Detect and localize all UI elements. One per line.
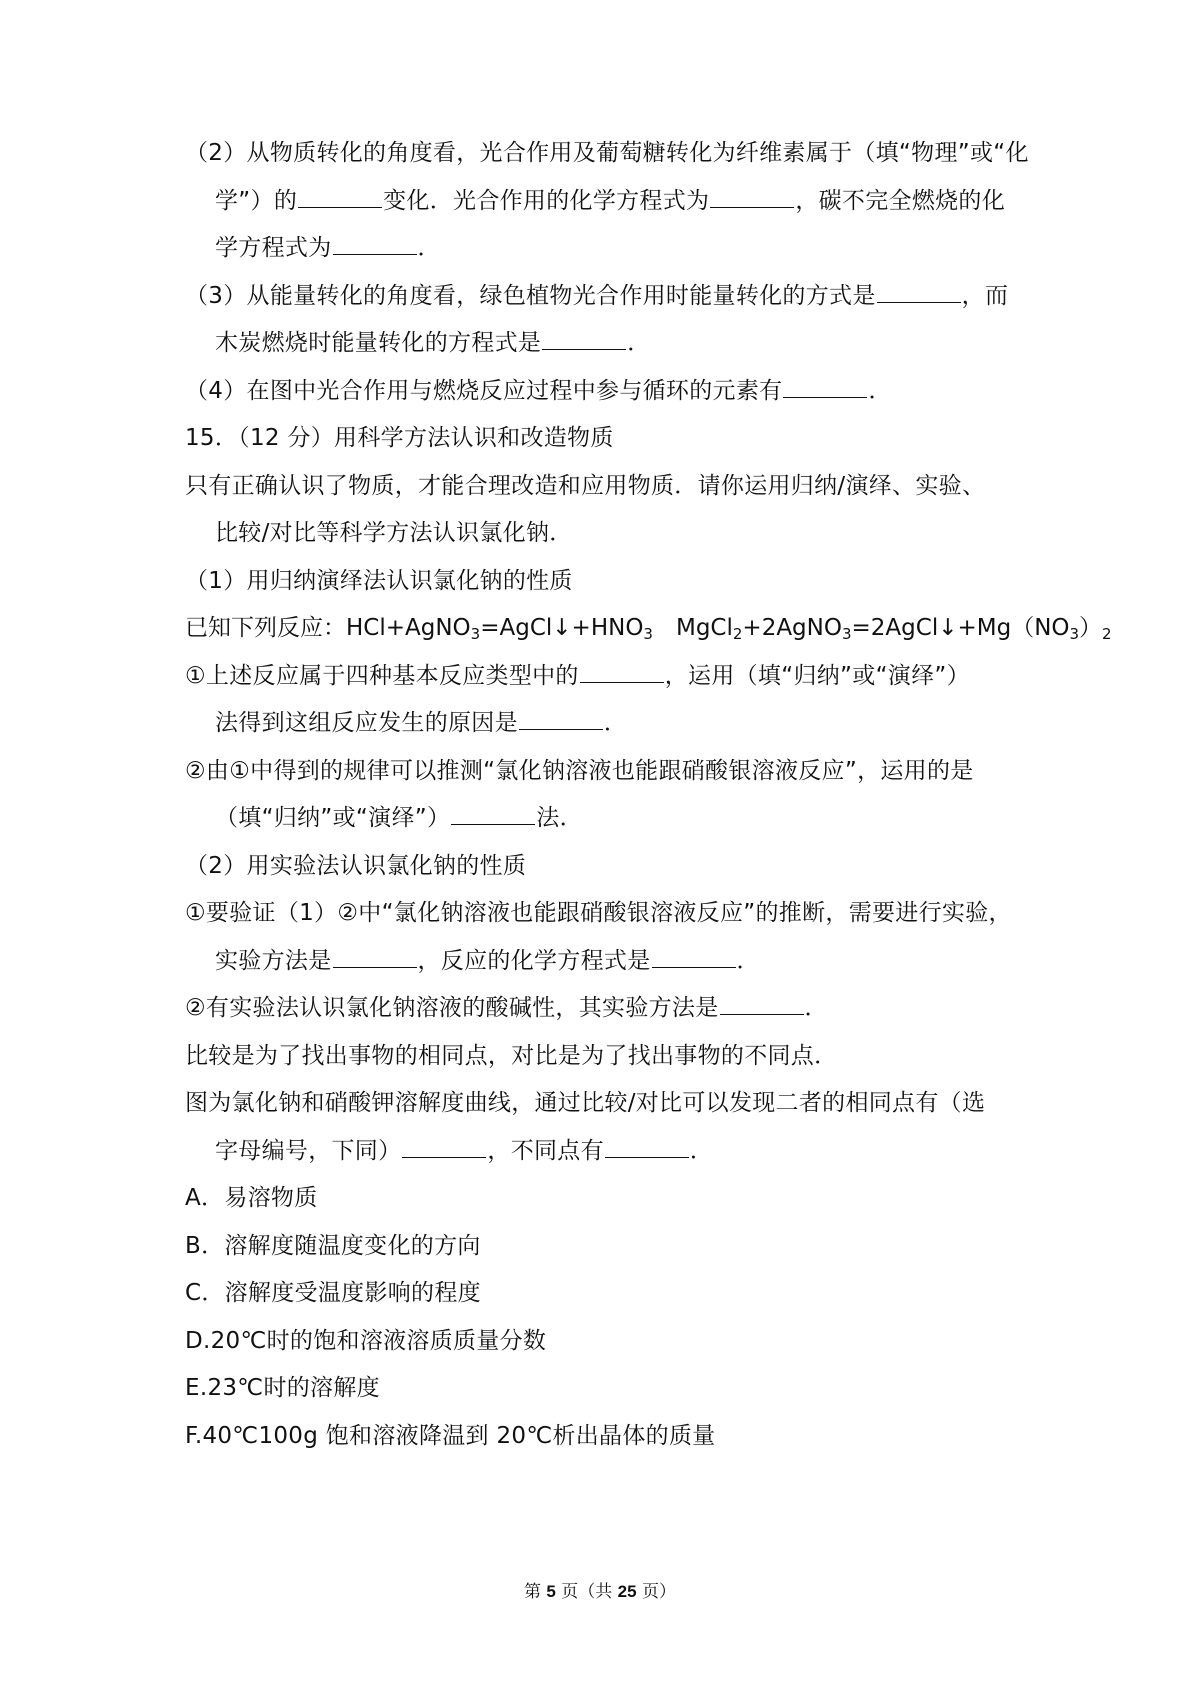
option-f — [185, 1413, 1030, 1461]
subscript: 2 — [1102, 625, 1112, 643]
text-segment: ，运用（填“归纳”或“演绎”） — [664, 662, 970, 689]
answer-blank[interactable] — [542, 323, 626, 350]
text-line — [185, 890, 1030, 938]
text-segment: 图为氯化钠和硝酸钾溶解度曲线，通过比较/对比可以发现二者的相同点有（选 — [185, 1090, 986, 1116]
page-number: 5 — [546, 1582, 556, 1601]
text-segment: （2）用实验法认识氯化钠的性质 — [185, 852, 527, 879]
text-segment: B．溶解度随温度变化的方向 — [185, 1232, 481, 1259]
text-segment: ②由①中得到的规律可以推测“氯化钠溶液也能跟硝酸银溶液反应”，运用的是 — [185, 757, 974, 784]
answer-blank[interactable] — [720, 988, 804, 1015]
text-segment: 法． — [536, 805, 583, 831]
equation-line — [185, 605, 1112, 653]
text-line — [185, 368, 1030, 416]
answer-blank[interactable] — [877, 276, 961, 303]
text-segment: 字母编号，下同） — [215, 1137, 402, 1164]
option-d — [185, 1318, 1030, 1366]
subscript: 3 — [470, 625, 481, 643]
text-line — [185, 700, 1030, 748]
text-segment: ①要验证（1）②中“氯化钠溶液也能跟硝酸银溶液反应”的推断，需要进行实验， — [185, 900, 1012, 926]
answer-blank[interactable] — [710, 181, 794, 208]
answer-blank[interactable] — [333, 228, 417, 255]
text-line — [185, 938, 1030, 986]
text-segment: ，而 — [961, 282, 1009, 309]
footer-text: 页（共 — [555, 1582, 618, 1602]
text-line — [185, 748, 1030, 796]
question-heading — [185, 415, 1030, 463]
answer-blank[interactable] — [333, 941, 417, 968]
text-segment: ． — [804, 995, 828, 1021]
text-line — [185, 1033, 1030, 1081]
answer-blank[interactable] — [402, 1131, 486, 1158]
text-segment: （填“归纳”或“演绎”） — [215, 805, 451, 831]
text-segment: C．溶解度受温度影响的程度 — [185, 1280, 481, 1306]
answer-blank[interactable] — [580, 656, 664, 683]
text-line — [185, 130, 1030, 178]
text-segment: （3）从能量转化的角度看，绿色植物光合作用时能量转化的方式是 — [185, 282, 876, 309]
text-line — [185, 225, 1030, 273]
text-segment: D.20℃时的饱和溶液溶质质量分数 — [185, 1327, 547, 1354]
answer-blank[interactable] — [298, 181, 382, 208]
text-segment: ． — [689, 1137, 714, 1164]
text-segment: 木炭燃烧时能量转化的方程式是 — [215, 330, 542, 356]
text-segment: =2AgCl↓+Mg（NO — [851, 615, 1070, 641]
subscript: 3 — [643, 625, 653, 643]
text-segment: A．易溶物质 — [185, 1185, 318, 1211]
text-line — [185, 558, 1030, 606]
text-segment: 比较/对比等科学方法认识氯化钠． — [215, 520, 573, 546]
text-segment: 已知下列反应：HCl+AgNO — [185, 615, 471, 641]
footer-text: 第 — [523, 1582, 547, 1602]
text-line — [185, 653, 1030, 701]
subscript: 3 — [1069, 625, 1080, 643]
answer-blank[interactable] — [652, 941, 736, 968]
text-segment: ②有实验法认识氯化钠溶液的酸碱性，其实验方法是 — [185, 995, 719, 1021]
footer-text: 页） — [636, 1582, 676, 1602]
text-line — [185, 1128, 1030, 1176]
text-segment: ． — [417, 235, 441, 261]
text-line — [185, 985, 1030, 1033]
text-segment: ． — [627, 330, 651, 356]
subscript: 2 — [732, 625, 743, 643]
text-segment: ，碳不完全燃烧的化 — [795, 187, 1006, 214]
text-line — [185, 273, 1030, 321]
text-segment: +2AgNO — [742, 615, 842, 641]
text-segment: =AgCl↓+HNO — [480, 615, 644, 641]
answer-blank[interactable] — [605, 1131, 689, 1158]
text-line — [185, 178, 1030, 226]
text-segment: ． — [736, 947, 760, 974]
text-line — [185, 510, 1030, 558]
text-line — [185, 320, 1030, 368]
text-segment: 比较是为了找出事物的相同点，对比是为了找出事物的不同点． — [185, 1042, 838, 1069]
text-segment: ，不同点有 — [487, 1137, 604, 1164]
option-a — [185, 1175, 1030, 1223]
text-segment: 学”）的 — [215, 187, 298, 214]
option-c — [185, 1270, 1030, 1318]
page-total: 25 — [617, 1582, 637, 1601]
text-segment: 15．（12 分）用科学方法认识和改造物质 — [185, 425, 614, 451]
text-segment: MgCl — [652, 615, 733, 641]
option-e — [185, 1365, 1030, 1413]
text-segment: 只有正确认识了物质，才能合理改造和应用物质．请你运用归纳/演绎、实验、 — [185, 472, 986, 499]
text-line — [185, 795, 1030, 843]
page-footer — [0, 1577, 1200, 1602]
text-segment: F.40℃100g 饱和溶液降温到 20℃析出晶体的质量 — [185, 1422, 716, 1449]
answer-blank[interactable] — [783, 371, 867, 398]
question-content — [185, 130, 1112, 1460]
text-segment: 法得到这组反应发生的原因是 — [215, 710, 518, 736]
text-segment: 实验方法是 — [215, 947, 332, 974]
text-segment: （2）从物质转化的角度看，光合作用及葡萄糖转化为纤维素属于（填“物理”或“化 — [185, 140, 1029, 166]
text-line — [185, 1080, 1030, 1128]
text-segment: 变化．光合作用的化学方程式为 — [383, 187, 710, 214]
text-line — [185, 463, 1030, 511]
text-segment: ． — [603, 710, 628, 736]
option-b — [185, 1223, 1030, 1271]
answer-blank[interactable] — [519, 703, 603, 730]
subscript: 3 — [841, 625, 852, 643]
text-segment: E.23℃时的溶解度 — [185, 1375, 380, 1401]
answer-blank[interactable] — [451, 798, 535, 825]
text-line — [185, 843, 1030, 891]
text-segment: （4）在图中光合作用与燃烧反应过程中参与循环的元素有 — [185, 377, 783, 404]
text-segment: ①上述反应属于四种基本反应类型中的 — [185, 662, 579, 689]
text-segment: ，反应的化学方程式是 — [417, 947, 651, 974]
text-segment: ） — [1079, 615, 1103, 641]
text-segment: ． — [868, 377, 892, 404]
text-segment: （1）用归纳演绎法认识氯化钠的性质 — [185, 567, 573, 594]
text-segment: 学方程式为 — [215, 235, 332, 261]
